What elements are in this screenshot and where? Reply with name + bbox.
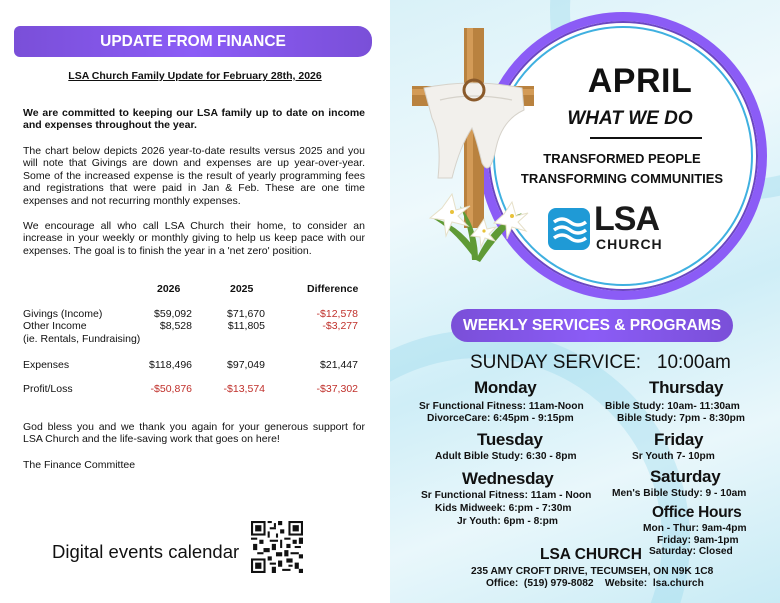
schedule-line: Men's Bible Study: 9 - 10am [612, 488, 747, 499]
day-friday: Friday [654, 430, 704, 449]
schedule-line: Sr Youth 7- 10pm [632, 451, 715, 462]
row-sublabel: (ie. Rentals, Fundraising) [23, 333, 141, 345]
office-hours-line: Friday: 9am-1pm [657, 535, 739, 546]
cross-icon [412, 28, 542, 268]
row-label: Other Income [23, 320, 87, 332]
schedule-line: Sr Functional Fitness: 11am - Noon [421, 490, 592, 501]
cell-difference: -$12,578 [316, 308, 358, 320]
schedule-line: Jr Youth: 6pm - 8:pm [457, 516, 558, 527]
office-hours-line: Mon - Thur: 9am-4pm [643, 523, 747, 534]
logo-lsa-text: LSA [594, 200, 659, 238]
row-label: Givings (Income) [23, 308, 103, 320]
finance-closing: God bless you and we thank you again for your generous support for LSA Church and the life-saving work that goes on here! [23, 421, 365, 446]
footer-address: 235 AMY CROFT DRIVE, TECUMSEH, ON N9K 1C8 [471, 566, 714, 577]
row-label: Profit/Loss [23, 383, 73, 395]
finance-paragraph-2: We encourage all who call LSA Church their home, to consider an increase in your weekly or monthly giving to help us keep pace with our expenses. The goal is to finish the year in a 'net zero' position. [23, 220, 365, 257]
logo-church-text: CHURCH [596, 236, 663, 252]
lsa-logo [548, 200, 678, 262]
office-hours-line: Saturday: Closed [649, 546, 733, 557]
hero-line-2: TRANSFORMING COMMUNITIES [520, 171, 724, 186]
schedule-line: Bible Study: 7pm - 8:30pm [617, 413, 745, 424]
finance-header: UPDATE FROM FINANCE [14, 26, 372, 57]
col-header-2025: 2025 [230, 283, 254, 295]
sunday-service: SUNDAY SERVICE: 10:00am [470, 352, 731, 373]
hero-divider [590, 137, 702, 139]
footer-church-name: LSA CHURCH [540, 546, 642, 563]
schedule-line: Bible Study: 10am- 11:30am [605, 401, 740, 412]
wave-logo-icon [548, 208, 590, 250]
hero-line-1: TRANSFORMED PEOPLE [543, 151, 701, 166]
cell-difference: -$3,277 [322, 320, 358, 332]
footer-contact: Office: (519) 979-8082 Website: lsa.church [486, 578, 704, 589]
cell-2026: $118,496 [148, 359, 192, 371]
schedule-line: Sr Functional Fitness: 11am-Noon [419, 401, 584, 412]
cell-2025: $11,805 [227, 320, 265, 332]
cell-2026: -$50,876 [150, 383, 192, 395]
cell-2025: -$13,574 [223, 383, 265, 395]
finance-signature: The Finance Committee [23, 459, 136, 471]
schedule-line: Kids Midweek: 6:pm - 7:30m [435, 503, 572, 514]
col-header-difference: Difference [307, 283, 359, 295]
qr-code-icon[interactable] [251, 521, 303, 573]
cell-difference: -$37,302 [316, 383, 358, 395]
schedule-line: Adult Bible Study: 6:30 - 8pm [435, 451, 577, 462]
cell-2026: $59,092 [154, 308, 192, 320]
office-hours-title: Office Hours [652, 504, 742, 521]
day-tuesday: Tuesday [477, 430, 543, 449]
day-thursday: Thursday [649, 378, 724, 397]
day-monday: Monday [474, 378, 537, 397]
finance-paragraph-1: The chart below depicts 2026 year-to-date results versus 2025 and you will note that Givings are down and expenses are up year-over-year. Some of the increased expense is the result of yearly programming fees and registrations that were paid in Jan & Feb. These are one time expenses and not recurring monthly expenses. [23, 145, 365, 207]
hero-month: APRIL [587, 62, 693, 100]
services-panel [390, 0, 780, 603]
hero-tagline: WHAT WE DO [567, 108, 693, 129]
finance-subtitle: LSA Church Family Update for February 28th, 2026 [68, 70, 322, 82]
services-header: WEEKLY SERVICES & PROGRAMS [451, 309, 733, 342]
row-label: Expenses [23, 359, 70, 371]
day-wednesday: Wednesday [462, 469, 554, 488]
finance-intro: We are committed to keeping our LSA family up to date on income and expenses throughout the year. [23, 107, 365, 132]
schedule-line: DivorceCare: 6:45pm - 9:15pm [427, 413, 574, 424]
cell-2025: $71,670 [227, 308, 265, 320]
col-header-2026: 2026 [157, 283, 181, 295]
day-saturday: Saturday [650, 467, 721, 486]
calendar-label: Digital events calendar [52, 541, 240, 562]
cell-difference: $21,447 [320, 359, 358, 371]
cell-2026: $8,528 [159, 320, 192, 332]
cell-2025: $97,049 [227, 359, 265, 371]
